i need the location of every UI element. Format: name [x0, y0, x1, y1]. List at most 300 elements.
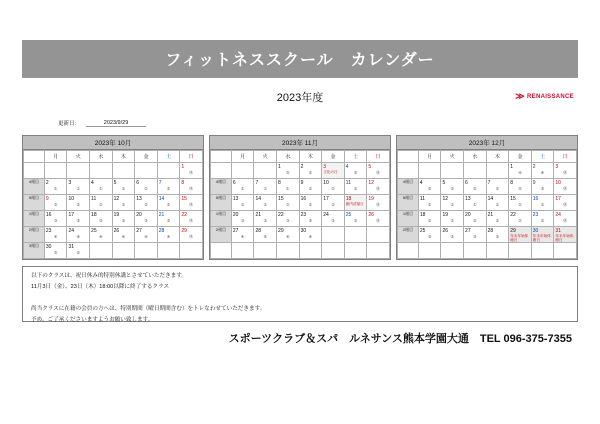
calendar-day-cell — [231, 195, 254, 211]
day-session-marker: ③ — [76, 218, 81, 223]
day-number: 31 — [68, 244, 75, 250]
day-number — [90, 243, 112, 244]
calendar-day-cell — [344, 195, 367, 211]
day-session-marker: ② — [331, 202, 335, 207]
day-session-marker: ④ — [540, 170, 545, 175]
calendar-day-cell — [367, 179, 390, 195]
month-table — [397, 150, 577, 259]
calendar-day-cell — [135, 163, 158, 179]
day-note: 年末年始休館日 — [532, 234, 551, 242]
month-title: 2023年 10月 — [23, 136, 203, 150]
weekday-header: 火 — [67, 151, 90, 163]
day-session-marker: ④ — [144, 234, 148, 239]
day-number: 29 — [510, 228, 516, 234]
day-number — [419, 243, 441, 244]
calendar-day-cell — [90, 243, 113, 259]
day-session-marker: ② — [473, 218, 477, 223]
calendar-day-cell — [44, 195, 67, 211]
calendar-week-row — [211, 211, 390, 227]
calendar-day-cell — [90, 163, 113, 179]
calendar-day-cell — [367, 211, 390, 227]
day-number: 7 — [487, 180, 491, 186]
calendar-day-cell — [367, 227, 390, 243]
day-session-marker: ③ — [331, 218, 335, 223]
week-label: 3週目 — [24, 243, 45, 259]
calendar-week-row — [24, 179, 203, 195]
calendar-day-cell — [67, 163, 90, 179]
update-meta — [22, 119, 578, 127]
day-session-marker: ① — [240, 186, 245, 191]
weekday-header: 土 — [531, 151, 554, 163]
day-session-marker: ② — [286, 202, 290, 207]
day-number: 1 — [510, 164, 513, 170]
logo-text: RENAISSANCE — [527, 93, 574, 100]
calendar-day-cell — [44, 243, 67, 259]
calendar-week-row — [24, 163, 203, 179]
calendar-day-cell — [486, 179, 509, 195]
day-number: 26 — [442, 228, 449, 234]
update-label: 更新日： — [58, 121, 81, 127]
day-session-marker: ② — [53, 202, 58, 207]
day-number — [441, 243, 463, 244]
day-number — [509, 243, 531, 244]
calendar-week-row — [211, 243, 390, 259]
day-session-marker: ④ — [263, 234, 268, 239]
day-number: 2 — [532, 164, 536, 170]
week-label: 1週目 — [211, 211, 232, 227]
day-number: 26 — [113, 228, 120, 234]
day-number — [180, 243, 202, 244]
calendar-day-cell — [418, 163, 441, 179]
day-number: 16 — [45, 212, 52, 218]
notes-box — [22, 266, 578, 322]
day-session-marker: ① — [144, 186, 148, 191]
note-line: 尚当クラスに在籍の会員の方へは、特別期間（曜日期間含む）をトレなわせていただきます。 — [31, 306, 266, 312]
day-number: 12 — [113, 196, 120, 202]
day-session-marker: 休 — [376, 202, 381, 207]
week-label — [24, 163, 45, 179]
day-number: 24 — [323, 212, 329, 218]
day-session-marker: ① — [263, 186, 268, 191]
day-number — [322, 227, 344, 228]
week-label: 5週目 — [211, 195, 232, 211]
day-number: 18 — [91, 212, 97, 218]
day-number — [345, 227, 367, 228]
day-number — [254, 243, 276, 244]
day-number: 29 — [278, 228, 284, 234]
month-table — [23, 150, 203, 259]
calendar-day-cell — [509, 163, 532, 179]
day-session-marker: ③ — [286, 218, 290, 223]
calendar-day-cell — [135, 195, 158, 211]
day-session-marker: ② — [121, 202, 126, 207]
day-session-marker: ④ — [166, 234, 171, 239]
day-number: 9 — [45, 196, 49, 202]
calendar-day-cell — [299, 211, 322, 227]
day-session-marker: 休 — [563, 186, 568, 191]
day-number: 6 — [232, 180, 236, 186]
weekday-header: 水 — [277, 151, 300, 163]
calendar-week-row — [211, 179, 390, 195]
page-title: フィットネススクール カレンダー — [22, 40, 578, 78]
day-number: 3 — [555, 164, 559, 170]
day-session-marker: ③ — [353, 218, 358, 223]
weekday-header: 木 — [112, 151, 135, 163]
day-session-marker: ② — [240, 202, 245, 207]
day-session-marker: ⑤ — [286, 170, 290, 175]
calendar-week-row — [24, 195, 203, 211]
day-session-marker: 休 — [563, 218, 568, 223]
day-session-marker: ① — [286, 186, 290, 191]
calendar-day-cell — [254, 227, 277, 243]
day-number: 5 — [113, 180, 117, 186]
day-number: 14 — [158, 196, 165, 202]
day-number: 10 — [555, 180, 561, 186]
calendar-day-cell — [157, 227, 180, 243]
day-session-marker: ① — [308, 186, 313, 191]
calendar-day-cell — [322, 163, 345, 179]
day-number: 21 — [255, 212, 262, 218]
day-session-marker: ② — [263, 202, 268, 207]
calendar-day-cell — [509, 211, 532, 227]
weekday-header: 土 — [344, 151, 367, 163]
day-session-marker: ③ — [308, 218, 313, 223]
weekday-header: 火 — [254, 151, 277, 163]
day-note: 年末年始休館日 — [555, 234, 574, 242]
calendar-day-cell — [67, 227, 90, 243]
day-number — [487, 163, 509, 164]
week-label — [398, 163, 419, 179]
day-session-marker: ③ — [99, 218, 103, 223]
footer-contact: スポーツクラブ＆スパ ルネサンス熊本学園大通 TEL 096-375-7355 — [228, 333, 572, 345]
day-session-marker: ④ — [308, 234, 313, 239]
calendar-day-cell — [157, 211, 180, 227]
calendar-day-cell — [441, 179, 464, 195]
day-session-marker: ④ — [240, 234, 245, 239]
calendar-day-cell — [254, 195, 277, 211]
calendar-week-row — [398, 243, 577, 259]
day-number — [67, 163, 89, 164]
day-session-marker: ⑤ — [353, 170, 358, 175]
day-session-marker: ③ — [166, 218, 171, 223]
day-number: 27 — [136, 228, 142, 234]
day-number: 30 — [532, 228, 539, 234]
calendar-day-cell — [418, 211, 441, 227]
day-number: 11 — [345, 180, 351, 186]
day-number — [367, 227, 389, 228]
day-number: 30 — [45, 244, 52, 250]
day-number: 28 — [255, 228, 262, 234]
day-number — [419, 163, 441, 164]
calendar-day-cell — [531, 211, 554, 227]
day-session-marker: ③ — [121, 218, 126, 223]
calendar-day-cell — [367, 195, 390, 211]
weekday-header: 火 — [441, 151, 464, 163]
day-number: 16 — [532, 196, 539, 202]
weekday-header: 木 — [299, 151, 322, 163]
day-number: 2 — [45, 180, 49, 186]
calendar-day-cell — [509, 179, 532, 195]
calendar-day-cell — [112, 243, 135, 259]
day-session-marker: 休 — [563, 202, 568, 207]
day-number: 1 — [278, 164, 281, 170]
calendar-day-cell — [277, 211, 300, 227]
calendar-day-cell — [486, 243, 509, 259]
day-number: 24 — [555, 212, 561, 218]
calendar-day-cell — [441, 163, 464, 179]
day-number: 6 — [465, 180, 468, 186]
calendar-day-cell — [157, 163, 180, 179]
day-session-marker: ⑤ — [540, 186, 545, 191]
day-number: 21 — [487, 212, 494, 218]
day-session-marker: 休 — [376, 186, 381, 191]
calendar-day-cell — [367, 163, 390, 179]
calendar-day-cell — [554, 227, 577, 243]
day-number — [300, 243, 322, 244]
day-number: 29 — [181, 228, 187, 234]
day-number: 27 — [232, 228, 239, 234]
day-number: 6 — [136, 180, 139, 186]
day-session-marker: ① — [353, 186, 358, 191]
month-table — [210, 150, 390, 259]
calendar-day-cell — [231, 227, 254, 243]
calendar-day-cell — [135, 243, 158, 259]
day-number — [158, 243, 180, 244]
calendar-day-cell — [135, 179, 158, 195]
month-block — [22, 135, 204, 260]
day-number: 9 — [532, 180, 536, 186]
day-number: 7 — [158, 180, 162, 186]
day-number: 17 — [68, 212, 75, 218]
day-session-marker: ① — [331, 186, 335, 191]
calendar-day-cell — [531, 243, 554, 259]
day-number: 4 — [419, 180, 423, 186]
note-line — [31, 294, 569, 302]
day-note: 年末年始休館日 — [510, 234, 529, 242]
calendar-day-cell — [90, 195, 113, 211]
weekday-header: 金 — [322, 151, 345, 163]
day-number: 16 — [300, 196, 307, 202]
day-session-marker: ① — [495, 202, 500, 207]
calendar-day-cell — [277, 243, 300, 259]
calendar-day-cell — [112, 227, 135, 243]
weekday-header: 月 — [418, 151, 441, 163]
day-number — [367, 243, 389, 244]
week-label: 4週目 — [24, 179, 45, 195]
day-session-marker: 休 — [189, 186, 194, 191]
calendar-day-cell — [464, 243, 487, 259]
calendar-day-cell — [231, 179, 254, 195]
logo-mark-icon: ≫ — [515, 91, 526, 101]
day-number — [113, 163, 135, 164]
day-number — [232, 163, 254, 164]
day-session-marker: ⑤ — [308, 170, 313, 175]
day-number — [441, 163, 463, 164]
day-number: 20 — [465, 212, 471, 218]
weekday-header: 日 — [554, 151, 577, 163]
day-session-marker: 休 — [189, 202, 194, 207]
day-number: 25 — [419, 228, 426, 234]
day-session-marker: ④ — [121, 234, 126, 239]
day-number: 11 — [419, 196, 426, 202]
weekday-header: 月 — [231, 151, 254, 163]
calendar-day-cell — [554, 243, 577, 259]
calendar-day-cell — [344, 227, 367, 243]
day-number — [135, 163, 157, 164]
calendar-day-cell — [367, 243, 390, 259]
day-number: 19 — [442, 212, 449, 218]
day-number — [322, 243, 344, 244]
day-session-marker: ② — [99, 202, 103, 207]
calendar-day-cell — [554, 211, 577, 227]
note-line: 予め、ご了承くださいますようお願い致します。 — [31, 317, 154, 323]
calendar-day-cell — [531, 195, 554, 211]
calendar-week-row — [398, 211, 577, 227]
week-label-header — [211, 151, 232, 163]
day-session-marker: ④ — [518, 170, 522, 175]
day-number: 25 — [91, 228, 97, 234]
calendar-day-cell — [418, 195, 441, 211]
week-label: 5週目 — [398, 195, 419, 211]
calendar-day-cell — [531, 227, 554, 243]
day-session-marker: ③ — [53, 218, 58, 223]
day-session-marker: ① — [473, 202, 477, 207]
calendar-day-cell — [464, 179, 487, 195]
calendar-day-cell — [554, 163, 577, 179]
week-label: 2週目 — [24, 227, 45, 243]
day-number: 18 — [345, 196, 352, 202]
day-session-marker: ① — [427, 202, 432, 207]
week-label: 2週目 — [211, 227, 232, 243]
day-number: 20 — [136, 212, 142, 218]
calendar-day-cell — [180, 163, 203, 179]
calendar-week-row — [211, 227, 390, 243]
week-label: 4週目 — [398, 179, 419, 195]
calendar-day-cell — [441, 211, 464, 227]
day-number: 31 — [555, 228, 561, 234]
calendar-day-cell — [157, 243, 180, 259]
day-session-marker: ① — [76, 186, 81, 191]
calendar-day-cell — [90, 179, 113, 195]
week-label — [398, 243, 419, 259]
calendar-day-cell — [67, 195, 90, 211]
calendar-day-cell — [322, 195, 345, 211]
day-number: 13 — [232, 196, 239, 202]
calendar-day-cell — [486, 211, 509, 227]
calendar-day-cell — [441, 243, 464, 259]
day-session-marker: ⑤ — [473, 186, 477, 191]
calendar-day-cell — [277, 195, 300, 211]
day-number: 23 — [300, 212, 307, 218]
calendar-day-cell — [112, 179, 135, 195]
week-label-header — [24, 151, 45, 163]
calendar-day-cell — [157, 179, 180, 195]
day-number: 28 — [487, 228, 494, 234]
day-number: 10 — [323, 180, 329, 186]
calendar-day-cell — [277, 227, 300, 243]
day-session-marker: ① — [166, 186, 171, 191]
week-label: 1週目 — [24, 211, 45, 227]
week-label: 2週目 — [398, 227, 419, 243]
calendar-day-cell — [464, 163, 487, 179]
day-session-marker: ⑤ — [450, 186, 455, 191]
day-number — [113, 243, 135, 244]
day-number — [277, 243, 299, 244]
day-number — [158, 163, 180, 164]
day-session-marker: ① — [53, 186, 58, 191]
day-session-marker: ② — [450, 218, 455, 223]
day-session-marker: ③ — [144, 218, 148, 223]
day-number: 30 — [300, 228, 307, 234]
calendar-day-cell — [277, 179, 300, 195]
day-session-marker: 休 — [189, 218, 194, 223]
calendar-day-cell — [67, 243, 90, 259]
calendar-day-cell — [344, 211, 367, 227]
calendar-day-cell — [254, 243, 277, 259]
calendar-day-cell — [112, 211, 135, 227]
calendar-day-cell — [344, 163, 367, 179]
calendar-day-cell — [299, 243, 322, 259]
calendar-day-cell — [180, 179, 203, 195]
calendar-day-cell — [509, 195, 532, 211]
day-number: 3 — [68, 180, 72, 186]
calendar-week-row — [211, 195, 390, 211]
day-number: 8 — [510, 180, 513, 186]
day-session-marker: ② — [76, 202, 81, 207]
calendar-day-cell — [464, 195, 487, 211]
week-label: 1週目 — [398, 211, 419, 227]
day-number — [45, 163, 67, 164]
day-session-marker: ⑤ — [495, 186, 500, 191]
day-number — [254, 163, 276, 164]
day-number: 11 — [91, 196, 97, 202]
calendar-day-cell — [44, 227, 67, 243]
week-label — [211, 163, 232, 179]
week-label-header — [398, 151, 419, 163]
day-session-marker: ② — [166, 202, 171, 207]
day-session-marker: ② — [144, 202, 148, 207]
calendar-day-cell — [322, 179, 345, 195]
calendar-day-cell — [509, 227, 532, 243]
month-title: 2023年 12月 — [397, 136, 577, 150]
day-session-marker: ③ — [450, 234, 455, 239]
day-session-marker: ③ — [495, 234, 500, 239]
day-session-marker: 休 — [376, 170, 381, 175]
day-number: 28 — [158, 228, 165, 234]
day-number — [232, 243, 254, 244]
day-session-marker: ② — [518, 218, 522, 223]
calendar-day-cell — [486, 163, 509, 179]
calendar-day-cell — [44, 211, 67, 227]
day-number: 23 — [45, 228, 52, 234]
page-subtitle: 2023年度 — [276, 92, 324, 104]
calendar-day-cell — [231, 211, 254, 227]
day-number: 10 — [68, 196, 75, 202]
calendar-week-row — [24, 227, 203, 243]
day-number: 18 — [419, 212, 426, 218]
weekday-header: 水 — [90, 151, 113, 163]
week-label — [211, 243, 232, 259]
day-number: 1 — [181, 164, 185, 170]
calendar-day-cell — [254, 179, 277, 195]
day-session-marker: ③ — [427, 234, 432, 239]
month-title: 2023年 11月 — [210, 136, 390, 150]
calendar-day-cell — [44, 163, 67, 179]
calendar-week-row — [24, 211, 203, 227]
day-number: 12 — [442, 196, 449, 202]
calendar-day-cell — [322, 227, 345, 243]
calendar-day-cell — [67, 179, 90, 195]
